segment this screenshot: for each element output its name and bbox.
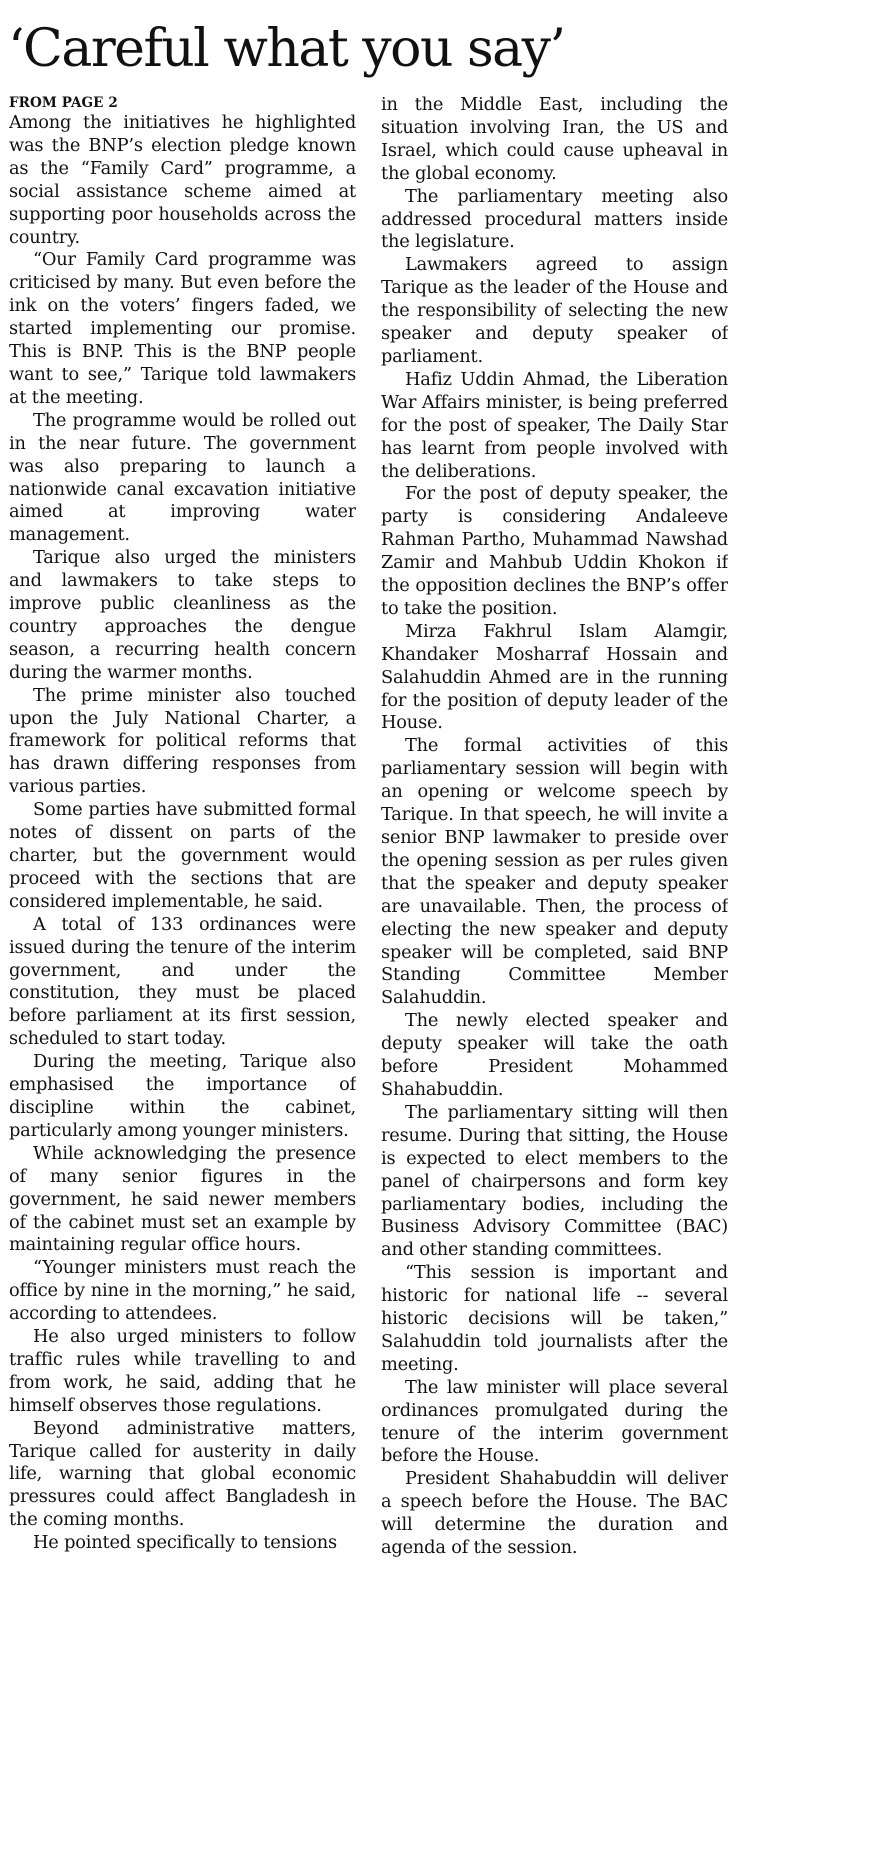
paragraph: “Our Family Card programme was criticised by many. But even before the ink on the voters’ fingers faded, we started implementing our promise. This is BNP. This is the BNP people want to see,” Tarique told lawmakers at the meeting. (9, 249, 356, 408)
paragraph: “This session is important and historic for national life -- several historic decisions will be taken,” Salahuddin told journalists after the meeting. (381, 1262, 728, 1375)
paragraph: The formal activities of this parliamentary session will begin with an opening or welcome speech by Tarique. In that speech, he will invite a senior BNP lawmaker to preside over the opening session as per rules given that the speaker and deputy speaker are unavailable. Then, the process of electing the new speaker and deputy speaker will be completed, said BNP Standing Committee Member Salahuddin. (381, 735, 728, 1009)
paragraph: He pointed specifically to tensions (33, 1532, 337, 1554)
paragraph: “Younger ministers must reach the office by nine in the morning,” he said, according to attendees. (9, 1257, 356, 1325)
article-headline: ‘Careful what you say’ (8, 19, 565, 79)
paragraph: The programme would be rolled out in the near future. The government was also preparing to launch a nationwide canal excavation initiative aimed at improving water management. (9, 409, 356, 546)
paragraph: The newly elected speaker and deputy speaker will take the oath before President Mohammed Shahabuddin. (381, 1010, 728, 1100)
paragraph: The law minister will place several ordinances promulgated during the tenure of the interim government before the House. (381, 1376, 728, 1467)
paragraph-continued: in the Middle East, including the situation involving Iran, the US and Israel, which could cause upheaval in the global economy. (381, 94, 728, 184)
paragraph: For the post of deputy speaker, the party is considering Andaleeve Rahman Partho, Muhammad Nawshad Zamir and Mahbub Uddin Khokon if the opposition declines the BNP’s offer to take the position. (381, 483, 728, 619)
paragraph: Beyond administrative matters, Tarique called for austerity in daily life, warning that global economic pressures could affect Bangladesh in the coming months. (9, 1417, 356, 1531)
paragraph: Some parties have submitted formal notes of dissent on parts of the charter, but the government would proceed with the sections that are considered implementable, he said. (9, 799, 356, 912)
paragraph: The parliamentary sitting will then resume. During that sitting, the House is expected to elect members to the panel of chairpersons and form key parliamentary bodies, including the Business Advisory Committee (BAC) and other standing committees. (381, 1101, 728, 1261)
paragraph: President Shahabuddin will deliver a speech before the House. The BAC will determine the duration and agenda of the session. (381, 1468, 728, 1559)
paragraph: The prime minister also touched upon the July National Charter, a framework for political reforms that has drawn differing responses from various parties. (9, 684, 356, 798)
paragraph: Mirza Fakhrul Islam Alamgir, Khandaker Mosharraf Hossain and Salahuddin Ahmed are in the running for the position of deputy leader of the House. (381, 620, 728, 734)
paragraph: A total of 133 ordinances were issued during the tenure of the interim government, and under the constitution, they must be placed before parliament at its first session, scheduled to start today. (9, 913, 356, 1050)
paragraph: Hafiz Uddin Ahmad, the Liberation War Affairs minister, is being preferred for the post of speaker, The Daily Star has learnt from people involved with the deliberations. (381, 368, 728, 482)
jump-label: FROM PAGE 2 (9, 95, 118, 111)
paragraph: While acknowledging the presence of many senior figures in the government, he said newer members of the cabinet must set an example by maintaining regular office hours. (9, 1142, 356, 1256)
paragraph: During the meeting, Tarique also emphasised the importance of discipline within the cabinet, particularly among younger ministers. (9, 1051, 356, 1141)
paragraph: Among the initiatives he highlighted was the BNP’s election pledge known as the “Family Card” programme, a social assistance scheme aimed at supporting poor households across the country. (9, 112, 356, 248)
paragraph: Tarique also urged the ministers and lawmakers to take steps to improve public cleanliness as the country approaches the dengue season, a recurring health concern during the warmer months. (9, 547, 356, 683)
paragraph: The parliamentary meeting also addressed procedural matters inside the legislature. (381, 185, 728, 253)
article-column-right (381, 94, 728, 1852)
paragraph: He also urged ministers to follow traffic rules while travelling to and from work, he said, adding that he himself observes those regulations. (9, 1326, 356, 1416)
paragraph: Lawmakers agreed to assign Tarique as the leader of the House and the responsibility of selecting the new speaker and deputy speaker of parliament. (381, 254, 728, 367)
article-column-left (9, 94, 356, 1852)
